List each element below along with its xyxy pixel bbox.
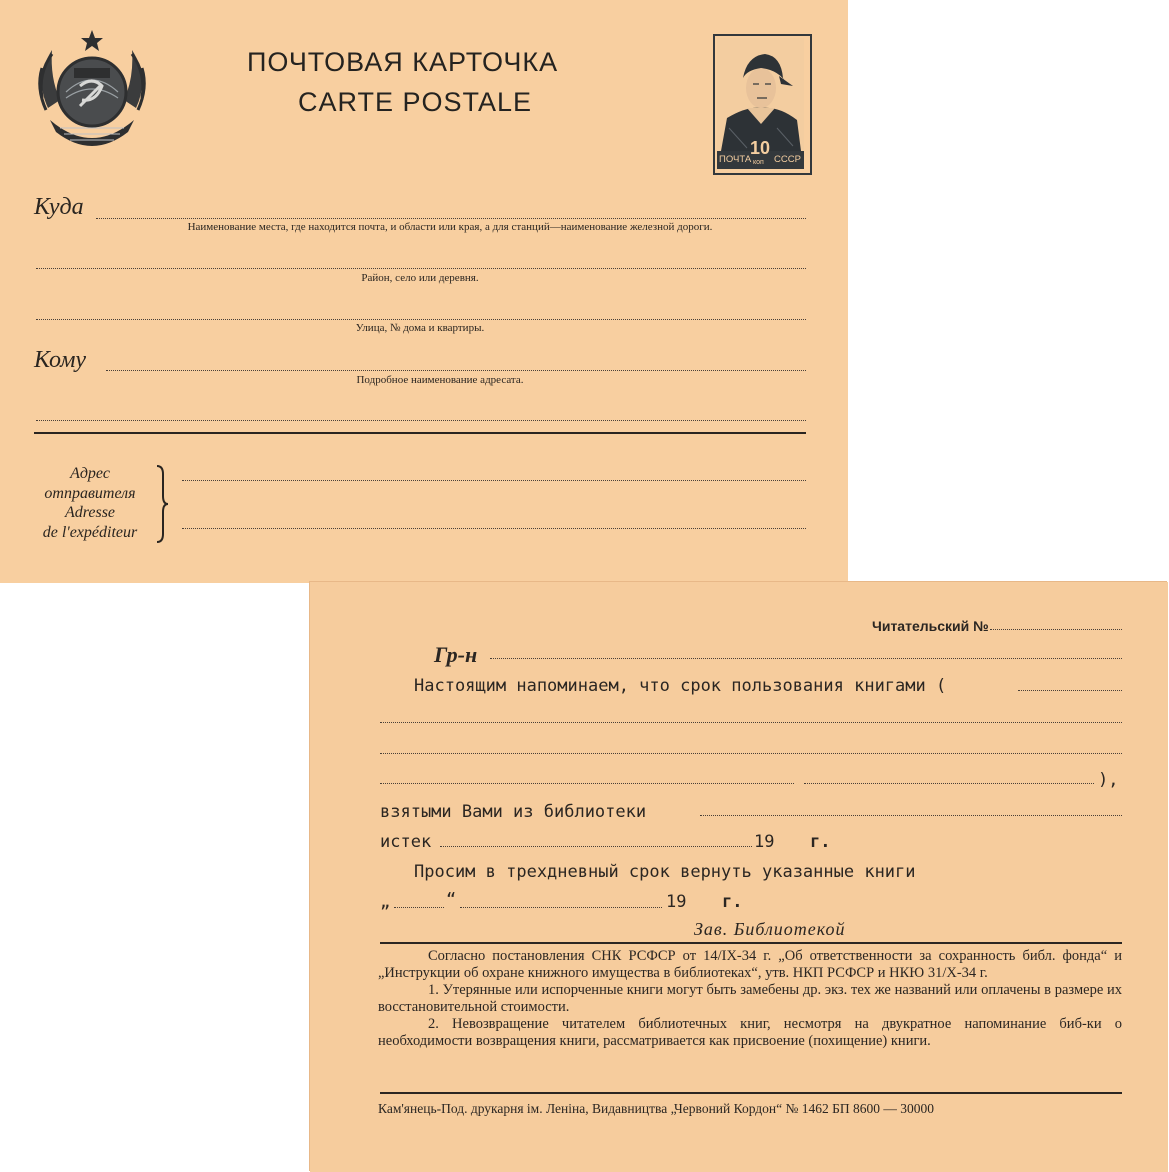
title-ru: ПОЧТОВАЯ КАРТОЧКА (247, 47, 559, 77)
komu-line-2[interactable] (36, 420, 806, 421)
reminder-text: Настоящим напоминаем, что срок пользования книгами ( (414, 676, 947, 696)
sender-line-1[interactable] (182, 480, 806, 481)
sender-brace (154, 464, 170, 549)
sender-label-line4: de l'expéditeur (42, 523, 138, 541)
rayon-line[interactable] (36, 268, 806, 269)
kuda-caption: Наименование места, где находится почта, и области или края, а для станций—наименование железной дороги. (187, 221, 713, 233)
footer-divider (380, 1092, 1122, 1094)
kuda-line[interactable] (96, 218, 806, 219)
expired-text: истек (380, 832, 432, 852)
stamp-right-label: СССР (774, 154, 801, 165)
stamp-left-label: ПОЧТА (719, 154, 752, 165)
sender-label (30, 464, 150, 542)
street-caption: Улица, № дома и квартиры. (355, 322, 485, 334)
return-year: 19 (666, 892, 687, 912)
closing-paren: ), (1098, 770, 1119, 790)
street-line[interactable] (36, 319, 806, 320)
stamp-value-unit: коп (753, 159, 764, 166)
taken-text: взятыми Вами из библиотеки (380, 802, 647, 822)
date-open-quote: „ (380, 892, 391, 912)
notes-intro: Согласно постановления СНК РСФСР от 14/IX-34 г. „Об ответственности за сохранность библ. фонда“ и „Инструкции об охране книжного имущества в библиотеках“, утв. НКП РСФСР и НКЮ 31/X-34 г. (378, 948, 1122, 981)
printer-info: Кам'янець-Под. друкарня ім. Леніна, Видавництва „Червоний Кордон“ № 1462 БП 8600 — 30000 (378, 1101, 934, 1116)
reminder-line[interactable] (1018, 690, 1122, 691)
date-day-line[interactable] (394, 907, 444, 908)
stamp-value: 10 (750, 138, 771, 158)
citizen-label: Гр-н (434, 642, 478, 667)
sender-label-line1: Адрес (70, 465, 110, 482)
rayon-caption: Район, село или деревня. (361, 272, 479, 284)
signature: Зав. Библиотекой (694, 919, 846, 939)
library-line[interactable] (700, 815, 1122, 816)
note-2: 2. Невозвращение читателем библиотечных книг, несмотря на двукратное напоминание биб-ки о необходимости возвращения книги, рассматривается как присвоение (похищение) книги. (378, 1016, 1122, 1049)
postcard-front (0, 0, 848, 583)
books-line-2[interactable] (380, 753, 1122, 754)
divider (34, 432, 806, 434)
sender-line-2[interactable] (182, 528, 806, 529)
citizen-line[interactable] (490, 658, 1122, 659)
expired-date-line[interactable] (440, 846, 752, 847)
return-year-suffix: г. (722, 892, 743, 912)
back-divider (380, 942, 1122, 944)
request-text: Просим в трехдневный срок вернуть указанные книги (414, 862, 916, 882)
postage-stamp (713, 34, 812, 175)
worker-woman-portrait-icon (717, 38, 804, 151)
date-month-line[interactable] (460, 907, 662, 908)
title-fr: CARTE POSTALE (298, 87, 533, 117)
date-close-quote: “ (446, 890, 457, 910)
komu-line[interactable] (106, 370, 806, 371)
sender-label-line3: Adresse (64, 504, 116, 521)
expired-year-suffix: г. (810, 832, 831, 852)
sender-label-line2: отправителя (44, 484, 136, 502)
notes-block (378, 948, 1122, 1050)
kuda-label: Куда (34, 194, 84, 220)
ussr-coat-of-arms-icon (30, 28, 154, 156)
books-line-3a[interactable] (380, 783, 794, 784)
komu-caption: Подробное наименование адресата. (356, 374, 524, 386)
books-line-3b[interactable] (804, 783, 1094, 784)
expired-year: 19 (754, 832, 775, 852)
postcard-back (310, 582, 1168, 1172)
note-1: 1. Утерянные или испорченные книги могут быть замебены др. экз. тех же названий или оплачены в размере их восстановительной стоимости. (378, 982, 1122, 1015)
books-line-1[interactable] (380, 722, 1122, 723)
reader-number-line[interactable] (990, 629, 1122, 630)
komu-label: Кому (34, 347, 87, 373)
reader-label: Читательский № (872, 618, 989, 634)
